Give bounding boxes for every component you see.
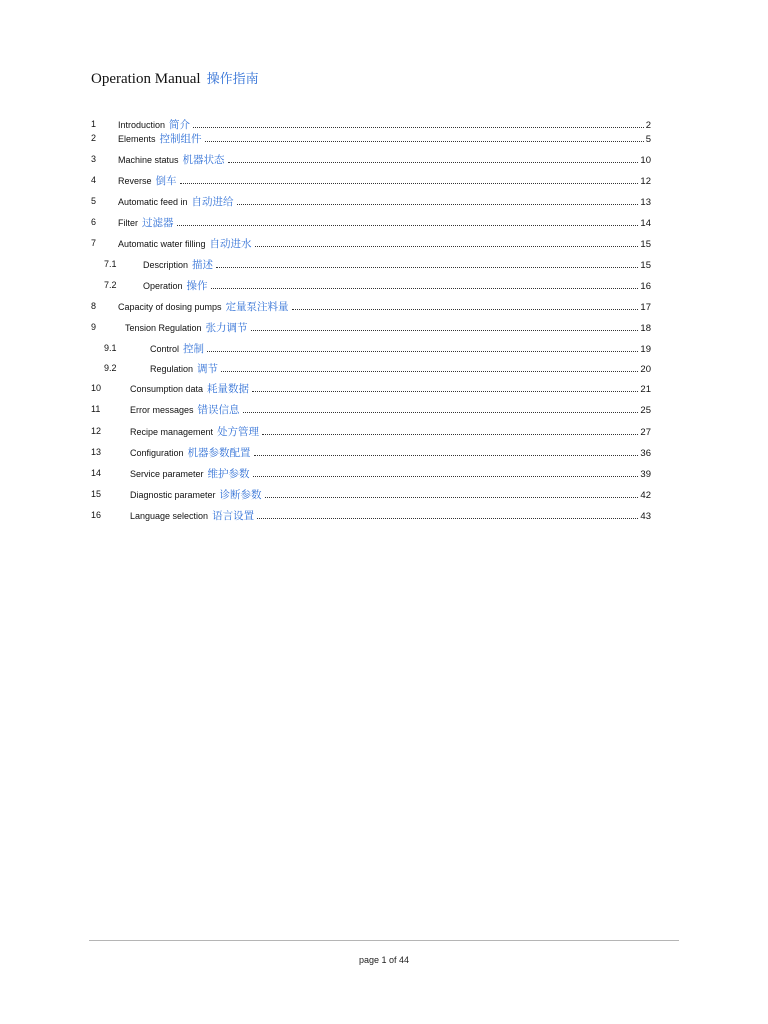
toc-entry-label: Automatic feed in (118, 197, 188, 207)
toc-entry-body (118, 299, 651, 314)
toc-entry-page-number: 14 (640, 218, 651, 229)
toc-entry[interactable] (91, 278, 651, 294)
toc-entry-chinese-label: 自动进水 (209, 238, 252, 250)
toc-entry[interactable] (91, 466, 651, 482)
toc-entry-label: Operation (143, 281, 183, 291)
toc-entry-number: 14 (91, 468, 102, 478)
toc-entry-body (118, 215, 651, 230)
toc-entry-body (118, 236, 651, 251)
toc-entry-number: 2 (91, 133, 97, 143)
toc-entry-chinese-label: 控制 (183, 343, 205, 355)
toc-entry[interactable] (91, 215, 651, 231)
toc-leader-dots (221, 370, 638, 372)
toc-entry-number: 1 (91, 119, 97, 129)
toc-leader-dots (243, 411, 639, 413)
toc-entry-label: Diagnostic parameter (130, 490, 216, 500)
toc-entry-label: Consumption data (130, 384, 204, 394)
toc-entry-page-number: 42 (640, 490, 651, 501)
toc-entry-chinese-label: 耗量数据 (207, 383, 250, 395)
toc-entry-label: Reverse (118, 176, 152, 186)
toc-entry-number: 11 (91, 404, 101, 414)
toc-entry-page-number: 5 (645, 134, 651, 145)
toc-entry-page-number: 2 (645, 120, 651, 131)
toc-entry[interactable] (91, 152, 651, 168)
toc-entry-chinese-label: 定量泵注料量 (225, 301, 289, 313)
toc-entry-label: Filter (118, 218, 138, 228)
toc-entry[interactable] (91, 341, 651, 357)
toc-entry-number: 12 (91, 426, 102, 436)
toc-entry[interactable] (91, 194, 651, 210)
toc-entry-page-number: 12 (640, 176, 651, 187)
toc-entry-label: Control (150, 344, 180, 354)
toc-entry-label: Error messages (130, 405, 194, 415)
toc-entry-number: 7 (91, 238, 97, 248)
toc-entry-page-number: 39 (640, 469, 651, 480)
toc-entry-number: 10 (91, 383, 102, 393)
toc-entry-number: 9 (91, 322, 97, 332)
toc-entry-page-number: 10 (640, 155, 651, 166)
toc-entry-label: Service parameter (130, 469, 204, 479)
toc-entry-chinese-label: 控制组件 (159, 133, 202, 145)
toc-entry-label: Elements (118, 134, 156, 144)
toc-leader-dots (292, 308, 639, 310)
toc-entry-page-number: 17 (640, 302, 651, 313)
toc-entry[interactable] (91, 402, 651, 418)
toc-entry-label: Recipe management (130, 427, 214, 437)
toc-entry-chinese-label: 简介 (169, 119, 191, 131)
document-title (91, 68, 259, 88)
toc-entry-page-number: 18 (640, 323, 651, 334)
toc-leader-dots (180, 182, 639, 184)
toc-entry-number: 4 (91, 175, 97, 185)
toc-entry-body (143, 257, 651, 272)
toc-entry-number: 8 (91, 301, 97, 311)
toc-entry-page-number: 36 (640, 448, 651, 459)
toc-entry-chinese-label: 错误信息 (197, 404, 240, 416)
toc-leader-dots (177, 224, 639, 226)
toc-entry[interactable] (91, 424, 651, 440)
toc-entry-number: 13 (91, 447, 102, 457)
toc-entry-body (150, 361, 651, 376)
toc-leader-dots (262, 433, 638, 435)
toc-entry-label: Tension Regulation (125, 323, 202, 333)
toc-entry-page-number: 20 (640, 364, 651, 375)
toc-entry-body (130, 381, 651, 396)
toc-leader-dots (193, 126, 644, 128)
toc-entry[interactable] (91, 508, 651, 524)
toc-leader-dots (237, 203, 639, 205)
toc-entry-page-number: 15 (640, 239, 651, 250)
toc-leader-dots (211, 287, 639, 289)
toc-entry-page-number: 13 (640, 197, 651, 208)
toc-entry-number: 9.1 (104, 343, 117, 353)
toc-entry[interactable] (91, 381, 651, 397)
toc-entry-body (118, 194, 651, 209)
toc-leader-dots (207, 350, 638, 352)
toc-entry-number: 16 (91, 510, 102, 520)
toc-entry-label: Capacity of dosing pumps (118, 302, 222, 312)
toc-entry-body (150, 341, 651, 356)
title-chinese: 操作指南 (206, 72, 259, 87)
toc-entry-label: Regulation (150, 364, 194, 374)
toc-entry-label: Introduction (118, 120, 166, 130)
toc-entry-chinese-label: 处方管理 (217, 426, 260, 438)
toc-entry[interactable] (91, 257, 651, 273)
toc-entry-body (118, 173, 651, 188)
toc-leader-dots (252, 390, 638, 392)
toc-entry-chinese-label: 调节 (197, 363, 219, 375)
toc-entry-chinese-label: 倒车 (155, 175, 177, 187)
toc-entry-body (130, 445, 651, 460)
toc-leader-dots (251, 329, 639, 331)
toc-entry-body (118, 117, 651, 132)
toc-entry-chinese-label: 维护参数 (207, 468, 250, 480)
toc-leader-dots (253, 475, 639, 477)
toc-entry[interactable] (91, 131, 651, 147)
toc-entry-number: 6 (91, 217, 97, 227)
toc-entry[interactable] (91, 299, 651, 315)
toc-entry[interactable] (91, 445, 651, 461)
toc-entry-label: Configuration (130, 448, 184, 458)
toc-entry-page-number: 25 (640, 405, 651, 416)
toc-entry-label: Machine status (118, 155, 179, 165)
toc-entry-page-number: 27 (640, 427, 651, 438)
toc-entry-chinese-label: 语言设置 (212, 510, 255, 522)
toc-entry-page-number: 19 (640, 344, 651, 355)
toc-leader-dots (254, 454, 639, 456)
toc-entry-number: 7.2 (104, 280, 117, 290)
toc-entry[interactable] (91, 361, 651, 377)
toc-entry-chinese-label: 自动进给 (191, 196, 234, 208)
toc-leader-dots (257, 517, 638, 519)
toc-leader-dots (216, 266, 638, 268)
toc-leader-dots (265, 496, 639, 498)
footer-divider (89, 940, 679, 941)
toc-entry-chinese-label: 操作 (186, 280, 208, 292)
toc-entry-body (118, 131, 651, 146)
toc-entry-chinese-label: 过滤器 (142, 217, 174, 229)
toc-entry-chinese-label: 描述 (192, 259, 214, 271)
toc-leader-dots (228, 161, 639, 163)
toc-entry-number: 15 (91, 489, 102, 499)
toc-entry-number: 9.2 (104, 363, 117, 373)
toc-entry-number: 3 (91, 154, 97, 164)
toc-entry-body (130, 466, 651, 481)
toc-entry-label: Description (143, 260, 189, 270)
toc-entry[interactable] (91, 487, 651, 503)
toc-entry-body (125, 320, 651, 335)
toc-entry-body (130, 402, 651, 417)
toc-leader-dots (255, 245, 639, 247)
toc-entry-body (118, 152, 651, 167)
toc-entry-chinese-label: 机器参数配置 (187, 447, 251, 459)
title-english: Operation Manual (91, 71, 201, 87)
toc-entry[interactable] (91, 173, 651, 189)
toc-entry-chinese-label: 诊断参数 (219, 489, 262, 501)
toc-entry-page-number: 43 (640, 511, 651, 522)
toc-entry-chinese-label: 张力调节 (205, 322, 248, 334)
page-number: page 1 of 44 (358, 955, 410, 965)
toc-entry-number: 5 (91, 196, 97, 206)
toc-entry[interactable] (91, 236, 651, 252)
toc-entry-page-number: 16 (640, 281, 651, 292)
toc-entry-label: Language selection (130, 511, 209, 521)
toc-entry-chinese-label: 机器状态 (182, 154, 225, 166)
toc-entry-body (130, 487, 651, 502)
toc-entry-body (130, 424, 651, 439)
toc-entry-page-number: 15 (640, 260, 651, 271)
toc-entry-number: 7.1 (104, 259, 117, 269)
toc-entry-label: Automatic water filling (118, 239, 206, 249)
toc-entry[interactable] (91, 320, 651, 336)
toc-entry-page-number: 21 (640, 384, 651, 395)
toc-entry-body (130, 508, 651, 523)
toc-entry-body (143, 278, 651, 293)
toc-leader-dots (205, 140, 644, 142)
